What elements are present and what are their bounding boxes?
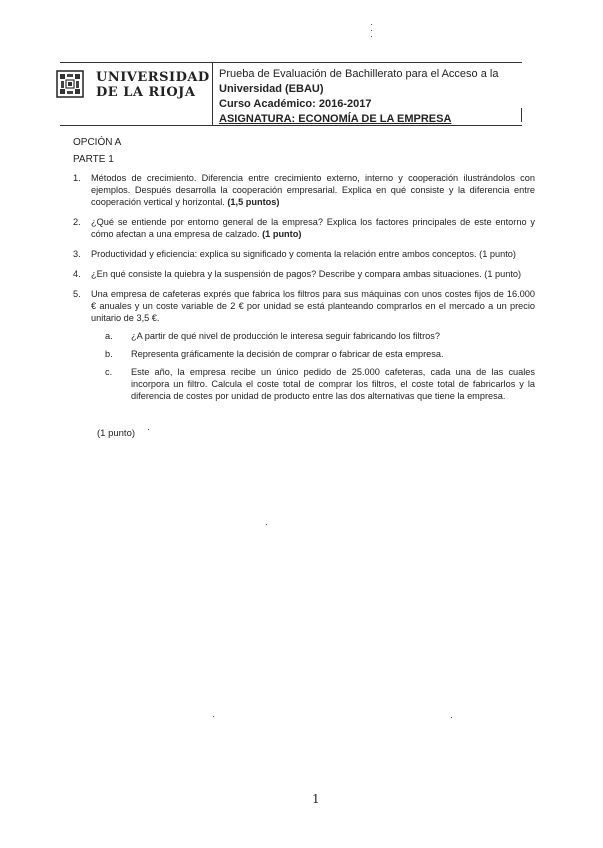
question-5 [73,288,535,402]
question-points: (1,5 puntos) [227,197,280,207]
question-text: Métodos de crecimiento. Diferencia entre crecimiento externo, interno y cooperación ilustrándolos con ejemplos. Después desarrolla la cooperación empresarial. Explica en qué consiste y la diferencia entre cooperación vertical y horizontal. [91,173,535,207]
scan-artifact [148,429,149,430]
subquestion-text: Representa gráficamente la decisión de comprar o fabricar de esta empresa. [131,349,444,359]
scan-artifact [266,524,267,525]
question-3 [73,248,535,260]
scan-artifact [213,716,214,717]
question-text: Productividad y eficiencia: explica su significado y comenta la relación entre ambos conceptos. [91,249,477,259]
question-points: (1 punto) [262,229,302,239]
question-number: 4. [73,269,81,279]
header-top-rule [60,62,522,63]
exam-header-info [219,67,498,127]
question-points: (1 punto) [479,249,516,259]
subquestion-letter: b. [105,349,113,359]
part-label: PARTE 1 [73,154,114,165]
subquestion-letter: c. [105,367,113,377]
question-number: 1. [73,173,81,183]
subquestion-text: ¿A partir de qué nivel de producción le interesa seguir fabricando los filtros? [131,331,440,341]
subquestion-c [99,366,535,402]
subquestion-letter: a. [105,331,113,341]
university-name-line2: DE LA RIOJA [96,85,196,100]
question-1 [73,172,535,208]
question-text: ¿Qué se entiende por entorno general de la empresa? Explica los factores principales de este entorno y cómo afectan a una empresa de calzado. [91,217,535,239]
header-right-tick [521,108,522,122]
university-name-line1: UNIVERSIDAD [96,70,210,85]
scan-artifact [451,717,452,718]
question-points: (1 punto) [484,269,522,279]
subquestion-b [99,348,535,360]
university-seal-icon [56,70,84,98]
question-number: 3. [73,249,81,259]
academic-year: Curso Académico: 2016-2017 [219,98,372,110]
exam-title-line2: Universidad (EBAU) [219,83,324,95]
subject-name: ASIGNATURA: ECONOMÍA DE LA EMPRESA [219,113,452,125]
question-5-points: (1 punto) [97,428,136,439]
scan-artifact [371,30,372,31]
exam-title-line1: Prueba de Evaluación de Bachillerato para el Acceso a la [219,68,499,80]
question-number: 2. [73,217,81,227]
scan-artifact [371,24,372,25]
subquestion-a [99,330,535,342]
header-divider [212,62,213,126]
question-list [73,172,535,410]
question-text: ¿En qué consiste la quiebra y la suspensión de pagos? Describe y compara ambas situaciones. [91,269,482,279]
option-label: OPCIÓN A [73,137,122,148]
university-name [96,70,210,100]
page-number: 1 [312,792,320,806]
question-4 [73,268,535,280]
subquestion-text: Este año, la empresa recibe un único pedido de 25.000 cafeteras, cada una de las cuales incorpora un filtro. Calcula el coste total de comprar los filtros, el coste total de fabricarlos y la diferencia de costes por unidad de producto entre las dos alternativas que tiene la empresa. [131,367,535,401]
question-text: Una empresa de cafeteras exprés que fabrica los filtros para sus máquinas con unos costes fijos de 16.000 € anuales y un coste variable de 2 € por unidad se está planteando comprarlos en el mercado a un precio unitario de 3,5 €. [91,289,535,323]
question-number: 5. [73,289,81,299]
scan-artifact [371,36,372,37]
question-2 [73,216,535,240]
